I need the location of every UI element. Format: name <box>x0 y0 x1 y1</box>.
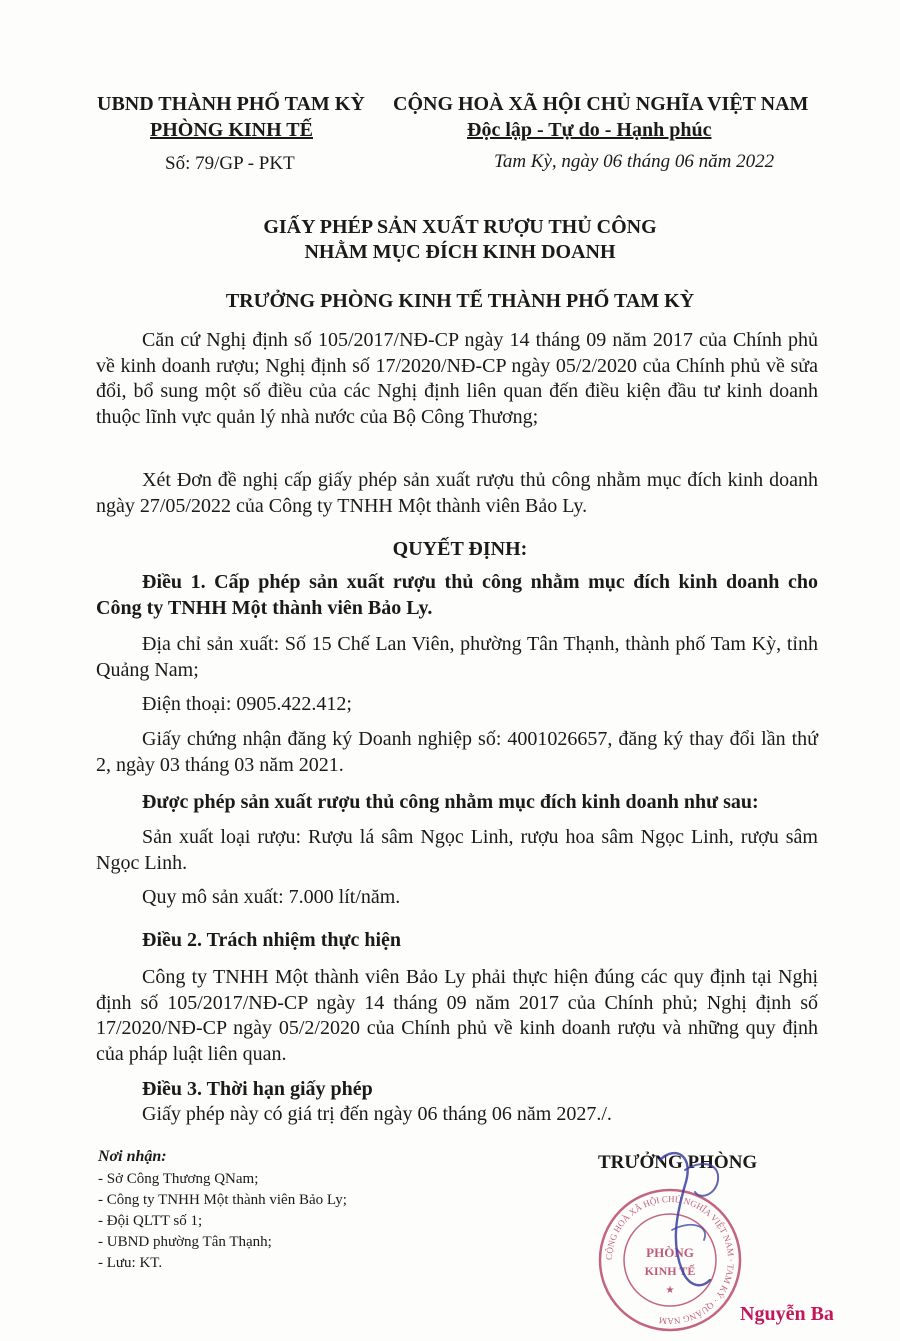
article-1-heading: Điều 1. Cấp phép sản xuất rượu thủ công nhằm mục đích kinh doanh cho Công ty TNHH Một thành viên Bảo Ly. <box>96 571 818 619</box>
phone-number: Điện thoại: 0905.422.412; <box>142 693 352 715</box>
document-title-line1: GIẤY PHÉP SẢN XUẤT RƯỢU THỦ CÔNG <box>263 216 657 238</box>
article-3-text: Giấy phép này có giá trị đến ngày 06 tháng 06 năm 2027./. <box>142 1103 612 1125</box>
article-3-heading: Điều 3. Thời hạn giấy phép <box>142 1078 373 1100</box>
decision-heading: QUYẾT ĐỊNH: <box>392 538 528 560</box>
svg-text:CỘNG HOÀ XÃ HỘI CHỦ NGHĨA VIỆT: CỘNG HOÀ XÃ HỘI CHỦ NGHĨA VIỆT NAM · TAM KỲ · QUẢNG NAM <box>603 1193 737 1327</box>
article-2-text: Công ty TNHH Một thành viên Bảo Ly phải thực hiện đúng các quy định tại Nghị định số 105/2017/NĐ-CP ngày 14 tháng 09 năm 2017 của Chính phủ; Nghị định số 17/2020/NĐ-CP ngày 05/2/2020 của Chính phủ về kinh doanh rượu và những quy định của pháp luật liên quan. <box>96 966 818 1065</box>
handwritten-signature <box>600 1140 770 1320</box>
product-types: Sản xuất loại rượu: Rượu lá sâm Ngọc Linh, rượu hoa sâm Ngọc Linh, rượu sâm Ngọc Linh. <box>96 826 818 874</box>
document-number: Số: 79/GP - PKT <box>165 153 295 174</box>
permitted-heading: Được phép sản xuất rượu thủ công nhằm mục đích kinh doanh như sau: <box>142 791 759 813</box>
agency-name: UBND THÀNH PHỐ TAM KỲ <box>97 93 365 115</box>
legal-basis-paragraph-1: Căn cứ Nghị định số 105/2017/NĐ-CP ngày 14 tháng 09 năm 2017 của Chính phủ về kinh doanh rượu; Nghị định số 17/2020/NĐ-CP ngày 05/2/2020 của Chính phủ về sửa đổi, bổ sung một số điều của các Nghị định liên quan đến điều kiện đầu tư kinh doanh thuộc lĩnh vực quản lý nhà nước của Bộ Công Thương; <box>96 329 818 428</box>
svg-text:PHÒNG: PHÒNG <box>646 1245 694 1260</box>
recipient-item: - UBND phường Tân Thạnh; <box>98 1234 272 1250</box>
signer-name: Nguyễn Ba <box>740 1303 834 1325</box>
place-date: Tam Kỳ, ngày 06 tháng 06 năm 2022 <box>494 151 775 172</box>
legal-basis-paragraph-2: Xét Đơn đề nghị cấp giấy phép sản xuất rượu thủ công nhằm mục đích kinh doanh ngày 27/05/2022 của Công ty TNHH Một thành viên Bảo Ly. <box>96 469 818 517</box>
svg-text:KINH TẾ: KINH TẾ <box>644 1264 696 1278</box>
issuing-authority: TRƯỞNG PHÒNG KINH TẾ THÀNH PHỐ TAM KỲ <box>225 290 695 312</box>
production-address: Địa chỉ sản xuất: Số 15 Chế Lan Viên, phường Tân Thạnh, thành phố Tam Kỳ, tỉnh Quảng Nam; <box>96 633 818 681</box>
recipient-item: - Công ty TNHH Một thành viên Bảo Ly; <box>98 1192 347 1208</box>
business-registration: Giấy chứng nhận đăng ký Doanh nghiệp số: 4001026657, đăng ký thay đổi lần thứ 2, ngày 03 tháng 03 năm 2021. <box>96 728 818 776</box>
svg-text:★: ★ <box>665 1285 675 1296</box>
recipients-heading: Nơi nhận: <box>98 1148 167 1165</box>
recipient-item: - Lưu: KT. <box>98 1255 163 1271</box>
recipient-item: - Sở Công Thương QNam; <box>98 1171 259 1187</box>
recipient-item: - Đội QLTT số 1; <box>98 1213 203 1229</box>
national-motto: Độc lập - Tự do - Hạnh phúc <box>467 119 712 141</box>
signer-title: TRƯỞNG PHÒNG <box>598 1152 758 1173</box>
nation-name: CỘNG HOÀ XÃ HỘI CHỦ NGHĨA VIỆT NAM <box>393 93 809 115</box>
production-scale: Quy mô sản xuất: 7.000 lít/năm. <box>142 886 401 908</box>
article-2-heading: Điều 2. Trách nhiệm thực hiện <box>142 929 402 951</box>
department-name: PHÒNG KINH TẾ <box>150 119 313 141</box>
document-title-line2: NHẰM MỤC ĐÍCH KINH DOANH <box>304 241 616 263</box>
